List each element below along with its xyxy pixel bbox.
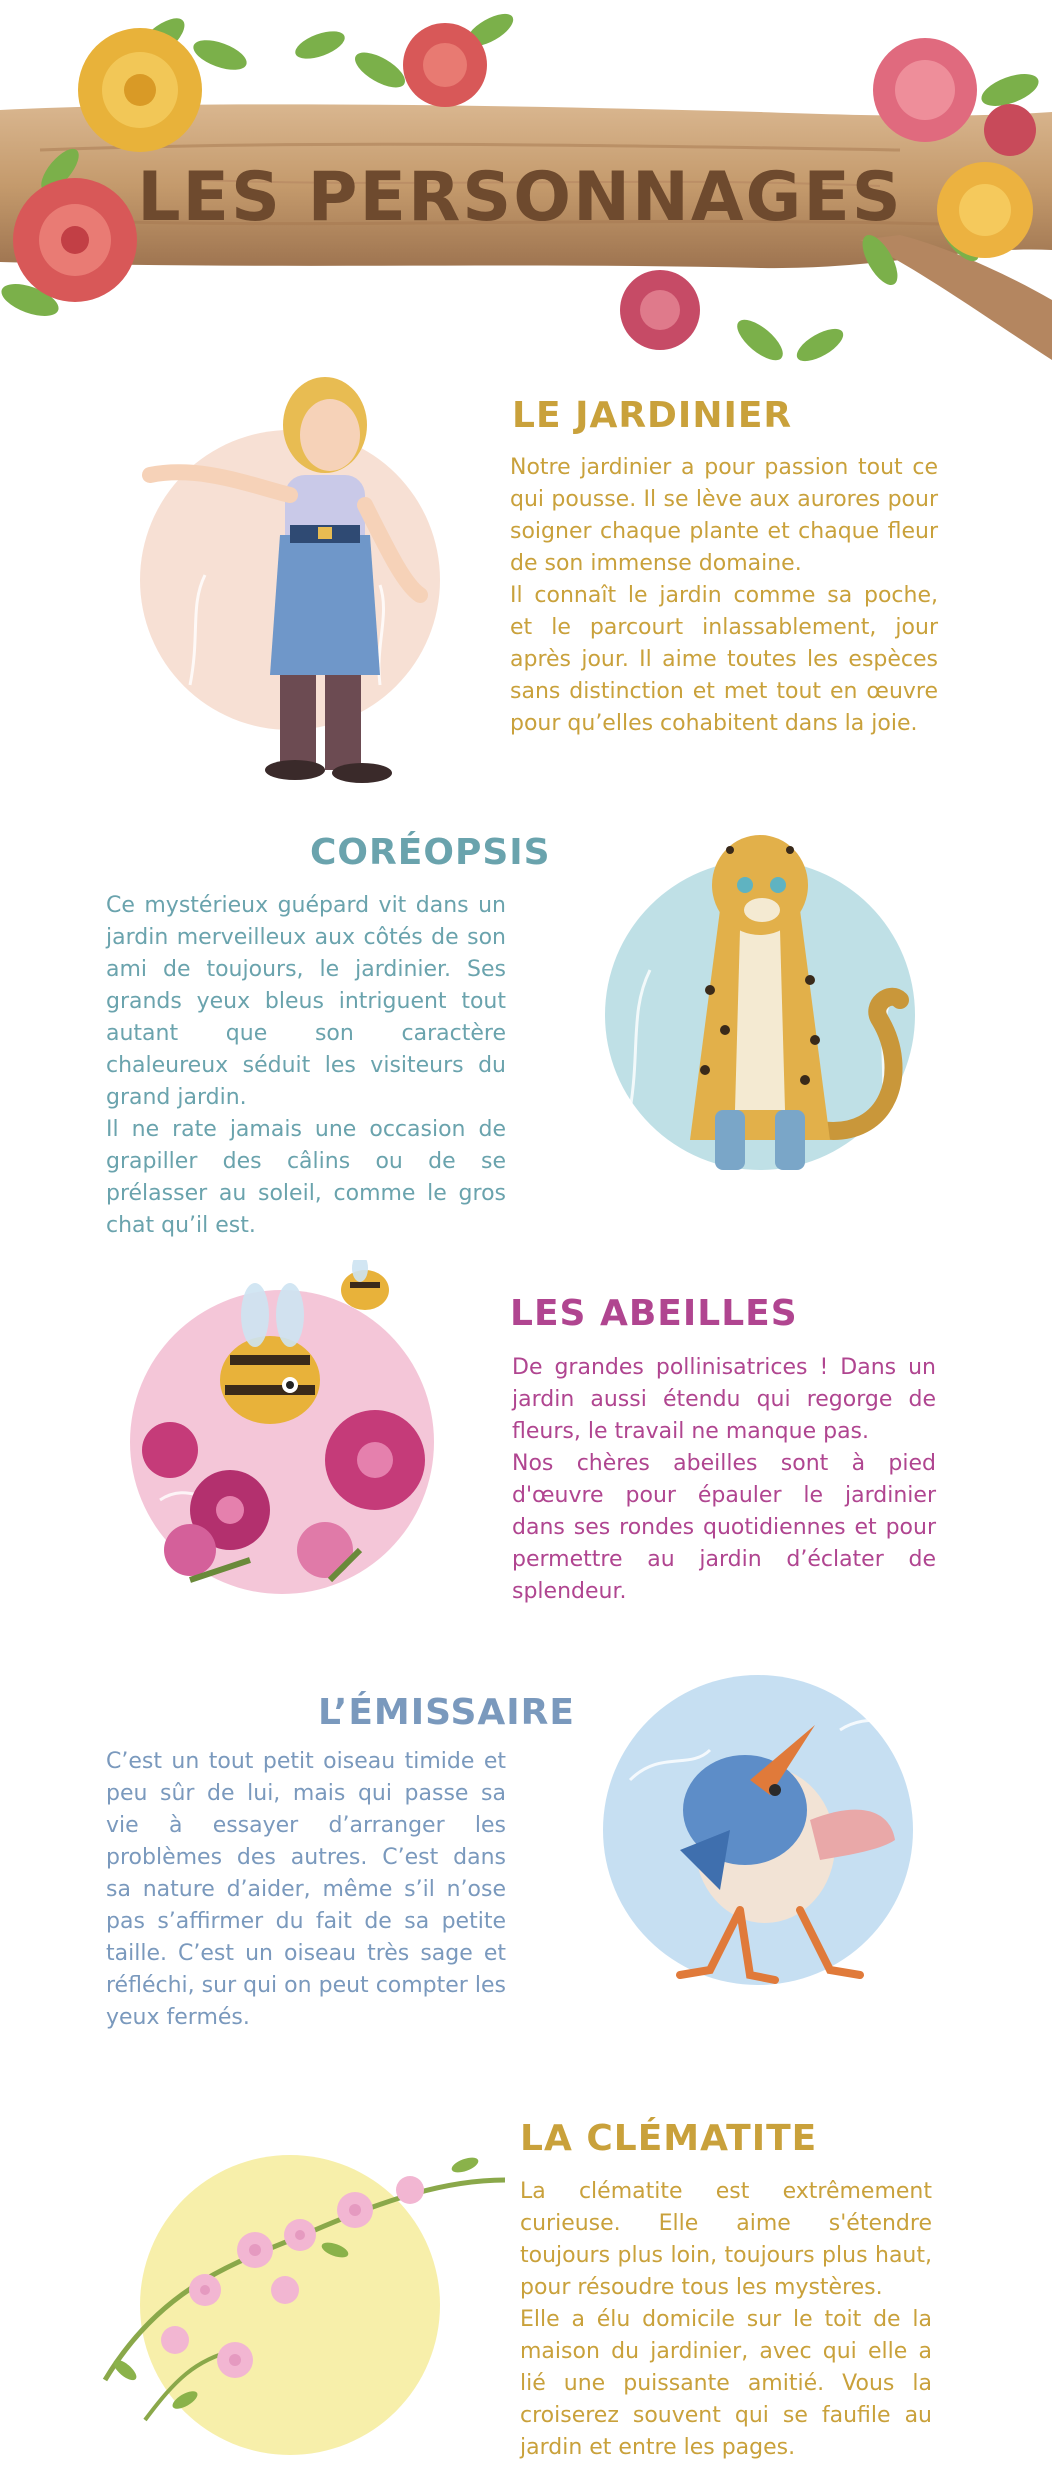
gardener-illustration	[130, 355, 460, 785]
paragraph: Notre jardinier a pour passion tout ce qui pousse. Il se lève aux aurores pour soigner chaque plante et chaque fleur de son immense domaine.	[510, 455, 938, 576]
character-title-jardinier: LE JARDINIER	[512, 395, 793, 436]
character-description-clematite	[520, 2176, 932, 2464]
character-title-emissaire: L’ÉMISSAIRE	[318, 1692, 575, 1733]
character-description-coreopsis	[106, 890, 506, 1242]
paragraph: C’est un tout petit oiseau timide et peu sûr de lui, mais qui passe sa vie à essayer d’arranger les problèmes des autres. C’est dans sa nature d’aider, même s’il n’ose pas s’affirmer du fait de sa petite taille. C’est un oiseau très sage et réfléchi, sur qui on peut compter les yeux fermés.	[106, 1749, 506, 2030]
paragraph: Nos chères abeilles sont à pied d'œuvre pour épauler le jardinier dans ses rondes quotidiennes et pour permettre au jardin d’éclater de splendeur.	[512, 1451, 936, 1604]
paragraph: Elle a élu domicile sur le toit de la maison du jardinier, avec qui elle a lié une puissante amitié. Vous la croiserez souvent qui se faufile au jardin et entre les pages.	[520, 2307, 932, 2460]
small-bee	[341, 1260, 389, 1310]
character-description-jardinier	[510, 452, 938, 740]
clematis-illustration	[85, 2120, 515, 2465]
character-description-abeilles	[512, 1352, 936, 1608]
character-description-emissaire	[106, 1746, 506, 2034]
character-title-clematite: LA CLÉMATITE	[520, 2118, 818, 2159]
character-title-abeilles: LES ABEILLES	[510, 1293, 798, 1334]
paragraph: De grandes pollinisatrices ! Dans un jardin aussi étendu qui regorge de fleurs, le travail ne manque pas.	[512, 1355, 936, 1444]
page-title: LES PERSONNAGES	[137, 158, 903, 237]
cheetah-illustration	[590, 810, 930, 1210]
paragraph: La clématite est extrêmement curieuse. Elle aime s'étendre toujours plus loin, toujours plus haut, pour résoudre tous les mystères.	[520, 2179, 932, 2300]
bees-illustration	[130, 1260, 460, 1600]
title-banner	[0, 0, 1052, 390]
paragraph: Il connaît le jardin comme sa poche, et le parcourt inlassablement, jour après jour. Il aime toutes les espèces sans distinction et met tout en œuvre pour qu’elles cohabitent dans la joie.	[510, 583, 938, 736]
paragraph: Ce mystérieux guépard vit dans un jardin merveilleux aux côtés de son ami de toujours, le jardinier. Ses grands yeux bleus intriguent tout autant que son caractère chaleureux séduit les visiteurs du grand jardin.	[106, 893, 506, 1110]
character-title-coreopsis: CORÉOPSIS	[310, 832, 551, 873]
paragraph: Il ne rate jamais une occasion de grapiller des câlins ou de se prélasser au soleil, comme le gros chat qu’il est.	[106, 1117, 506, 1238]
bird-illustration	[600, 1670, 940, 2020]
